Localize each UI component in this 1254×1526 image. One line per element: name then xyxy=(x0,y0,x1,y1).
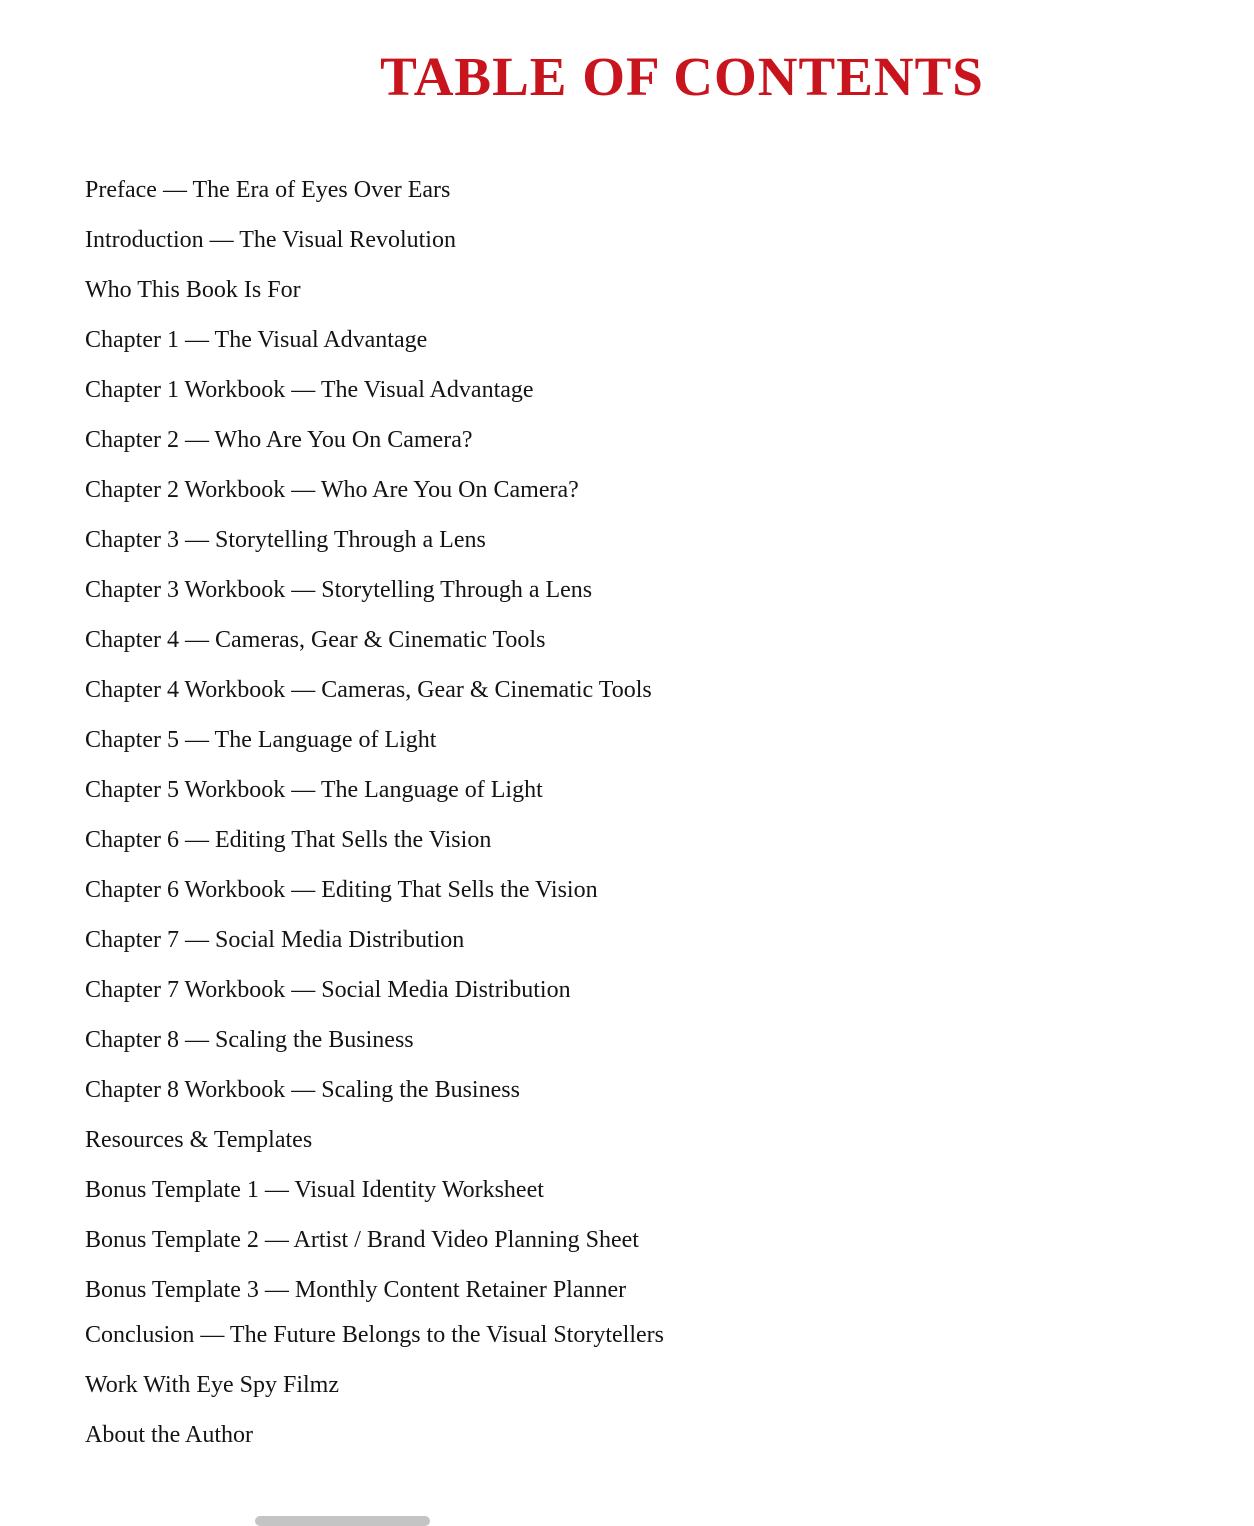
toc-item-chapter-3[interactable]: Chapter 3 — Storytelling Through a Lens xyxy=(85,527,486,553)
toc-item-chapter-6[interactable]: Chapter 6 — Editing That Sells the Vision xyxy=(85,827,492,853)
toc-item-chapter-8-workbook[interactable]: Chapter 8 Workbook — Scaling the Business xyxy=(85,1077,520,1103)
toc-item-chapter-2[interactable]: Chapter 2 — Who Are You On Camera? xyxy=(85,427,473,453)
toc-item-chapter-5-workbook[interactable]: Chapter 5 Workbook — The Language of Light xyxy=(85,777,543,803)
toc-item-who-this-book-is-for[interactable]: Who This Book Is For xyxy=(85,277,301,303)
horizontal-scrollbar-thumb[interactable] xyxy=(255,1516,430,1526)
toc-item-chapter-7[interactable]: Chapter 7 — Social Media Distribution xyxy=(85,927,465,953)
toc-item-chapter-8[interactable]: Chapter 8 — Scaling the Business xyxy=(85,1027,414,1053)
toc-item-chapter-4-workbook[interactable]: Chapter 4 Workbook — Cameras, Gear & Cinematic Tools xyxy=(85,677,652,703)
toc-item-introduction[interactable]: Introduction — The Visual Revolution xyxy=(85,227,456,253)
page-title: TABLE OF CONTENTS xyxy=(380,46,984,107)
toc-item-about-the-author[interactable]: About the Author xyxy=(85,1422,253,1448)
table-of-contents xyxy=(85,170,664,1465)
toc-item-chapter-5[interactable]: Chapter 5 — The Language of Light xyxy=(85,727,437,753)
toc-item-resources-templates[interactable]: Resources & Templates xyxy=(85,1127,313,1153)
toc-item-chapter-1[interactable]: Chapter 1 — The Visual Advantage xyxy=(85,327,428,353)
toc-item-work-with-eye-spy-filmz[interactable]: Work With Eye Spy Filmz xyxy=(85,1372,339,1398)
toc-item-bonus-template-3[interactable]: Bonus Template 3 — Monthly Content Retainer Planner xyxy=(85,1277,627,1303)
toc-item-chapter-2-workbook[interactable]: Chapter 2 Workbook — Who Are You On Camera? xyxy=(85,477,579,503)
toc-item-chapter-7-workbook[interactable]: Chapter 7 Workbook — Social Media Distribution xyxy=(85,977,571,1003)
toc-item-chapter-4[interactable]: Chapter 4 — Cameras, Gear & Cinematic Tools xyxy=(85,627,546,653)
toc-item-bonus-template-2[interactable]: Bonus Template 2 — Artist / Brand Video Planning Sheet xyxy=(85,1227,639,1253)
toc-item-preface[interactable]: Preface — The Era of Eyes Over Ears xyxy=(85,177,451,203)
toc-item-conclusion[interactable]: Conclusion — The Future Belongs to the Visual Storytellers xyxy=(85,1322,664,1348)
toc-item-chapter-1-workbook[interactable]: Chapter 1 Workbook — The Visual Advantage xyxy=(85,377,534,403)
toc-item-chapter-3-workbook[interactable]: Chapter 3 Workbook — Storytelling Through a Lens xyxy=(85,577,593,603)
toc-item-chapter-6-workbook[interactable]: Chapter 6 Workbook — Editing That Sells the Vision xyxy=(85,877,598,903)
toc-item-bonus-template-1[interactable]: Bonus Template 1 — Visual Identity Worksheet xyxy=(85,1177,544,1203)
